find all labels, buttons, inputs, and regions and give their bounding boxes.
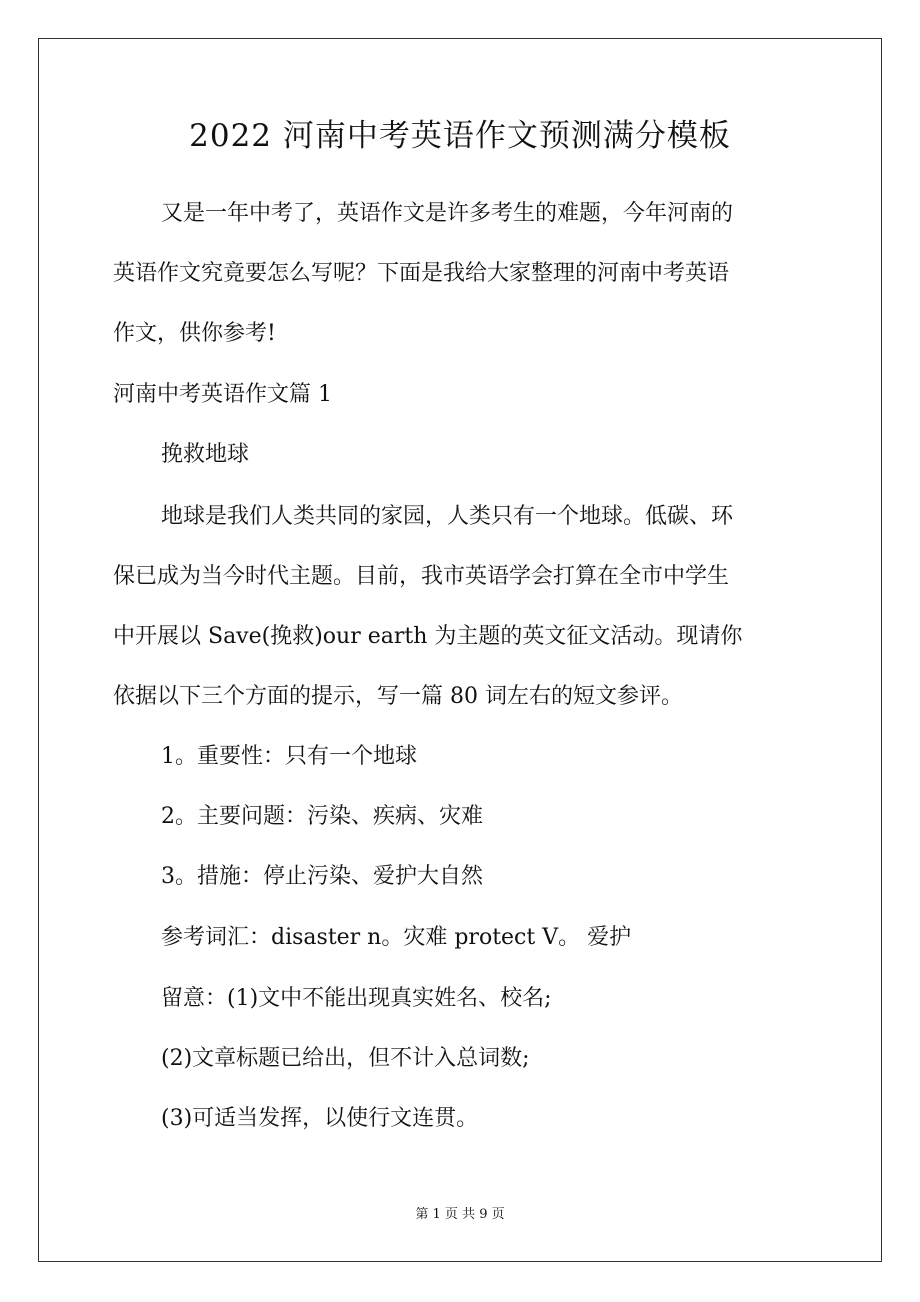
prompt-line-1: 地球是我们人类共同的家园，人类只有一个地球。低碳、环 (161, 504, 734, 529)
prompt-line-2: 保已成为当今时代主题。目前，我市英语学会打算在全市中学生 (113, 564, 730, 589)
hint-item-2: 2。主要问题：污染、疾病、灾难 (161, 804, 483, 829)
hint-item-1: 1。重要性：只有一个地球 (161, 744, 417, 769)
hint-item-3: 3。措施：停止污染、爱护大自然 (161, 864, 483, 889)
document-title: 2022 河南中考英语作文预测满分模板 (189, 118, 731, 154)
note-line-2: (2)文章标题已给出，但不计入总词数; (161, 1046, 530, 1071)
page-number: 第 1 页 共 9 页 (415, 1207, 505, 1222)
intro-line-1: 又是一年中考了，英语作文是许多考生的难题，今年河南的 (161, 201, 734, 226)
intro-line-3: 作文，供你参考! (113, 321, 276, 346)
prompt-line-4: 依据以下三个方面的提示，写一篇 80 词左右的短文参评。 (113, 684, 683, 709)
vocabulary-line: 参考词汇：disaster n。灾难 protect V。 爱护 (161, 925, 632, 950)
note-line-3: (3)可适当发挥，以使行文连贯。 (161, 1106, 479, 1131)
note-line-1: 留意：(1)文中不能出现真实姓名、校名; (161, 986, 552, 1011)
section-heading: 河南中考英语作文篇 1 (113, 382, 332, 407)
intro-line-2: 英语作文究竟要怎么写呢？下面是我给大家整理的河南中考英语 (113, 261, 730, 286)
essay-topic: 挽救地球 (161, 442, 250, 467)
prompt-line-3: 中开展以 Save(挽救)our earth 为主题的英文征文活动。现请你 (113, 624, 743, 649)
